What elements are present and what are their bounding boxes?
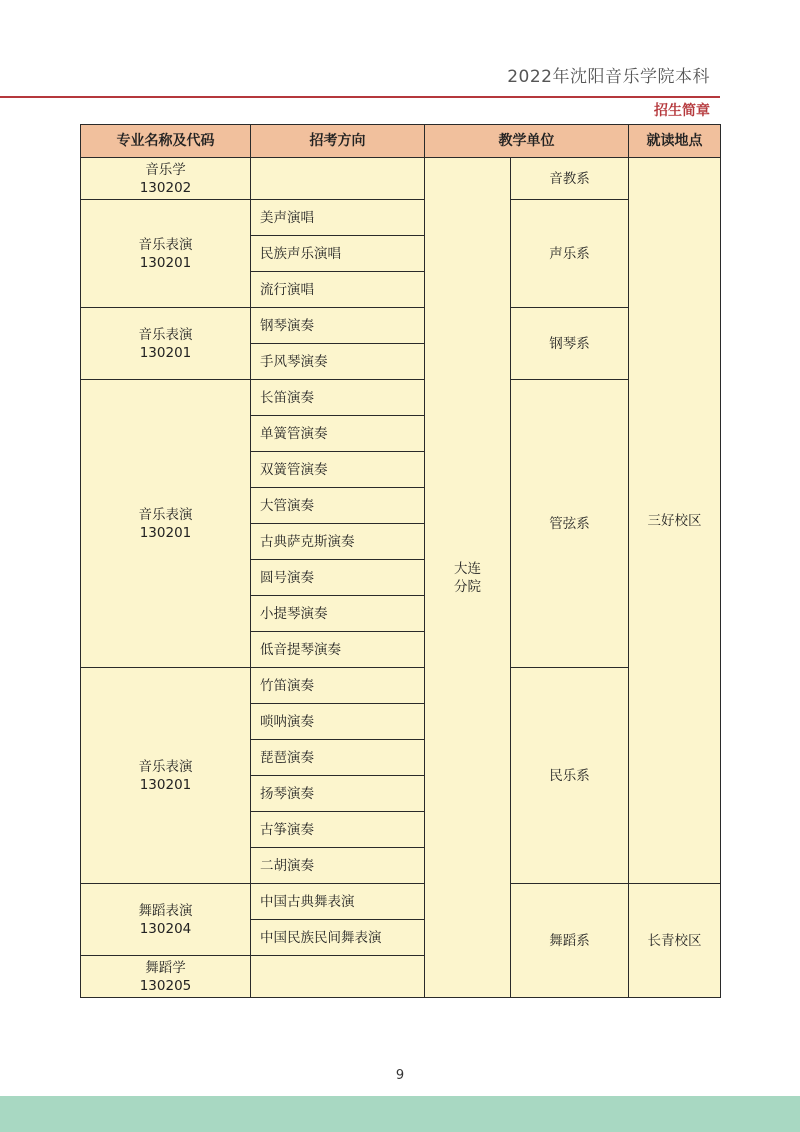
header-campus: 就读地点	[629, 125, 721, 158]
direction-cell-empty	[251, 158, 425, 200]
campus-cell: 三好校区	[629, 158, 721, 884]
major-cell	[81, 668, 251, 884]
major-cell	[81, 308, 251, 380]
major-code: 130202	[139, 179, 192, 196]
direction-cell-empty	[251, 956, 425, 998]
department-cell: 舞蹈系	[511, 884, 629, 998]
direction-cell: 双簧管演奏	[251, 452, 425, 488]
major-code: 130201	[139, 254, 192, 271]
major-code: 130201	[139, 776, 192, 793]
admission-table-wrapper	[80, 124, 721, 998]
major-code: 130204	[139, 920, 192, 937]
major-name: 舞蹈学	[145, 959, 186, 976]
department-cell: 声乐系	[511, 200, 629, 308]
direction-cell: 低音提琴演奏	[251, 632, 425, 668]
department-cell: 钢琴系	[511, 308, 629, 380]
page-number: 9	[395, 1068, 405, 1083]
header-unit: 教学单位	[425, 125, 629, 158]
header-major: 专业名称及代码	[81, 125, 251, 158]
department-cell: 管弦系	[511, 380, 629, 668]
direction-cell: 民族声乐演唱	[251, 236, 425, 272]
direction-cell: 长笛演奏	[251, 380, 425, 416]
direction-cell: 琵琶演奏	[251, 740, 425, 776]
table-row	[81, 308, 721, 344]
major-name: 音乐表演	[138, 326, 193, 343]
direction-cell: 小提琴演奏	[251, 596, 425, 632]
direction-cell: 二胡演奏	[251, 848, 425, 884]
direction-cell: 圆号演奏	[251, 560, 425, 596]
major-name: 音乐表演	[138, 758, 193, 775]
major-code: 130205	[139, 977, 192, 994]
major-cell	[81, 380, 251, 668]
campus-cell: 长青校区	[629, 884, 721, 998]
direction-cell: 古典萨克斯演奏	[251, 524, 425, 560]
table-row	[81, 380, 721, 416]
direction-cell: 手风琴演奏	[251, 344, 425, 380]
major-name: 音乐学	[145, 161, 186, 178]
major-name: 音乐表演	[138, 236, 193, 253]
major-name: 舞蹈表演	[138, 902, 193, 919]
header-direction: 招考方向	[251, 125, 425, 158]
major-cell	[81, 884, 251, 956]
direction-cell: 中国民族民间舞表演	[251, 920, 425, 956]
brochure-title: 2022年沈阳音乐学院本科	[507, 67, 710, 87]
direction-cell: 美声演唱	[251, 200, 425, 236]
department-cell: 音教系	[511, 158, 629, 200]
table-row	[81, 200, 721, 236]
unit-line-1: 大连	[454, 560, 481, 577]
department-cell: 民乐系	[511, 668, 629, 884]
direction-cell: 流行演唱	[251, 272, 425, 308]
direction-cell: 中国古典舞表演	[251, 884, 425, 920]
direction-cell: 扬琴演奏	[251, 776, 425, 812]
unit-line-2: 分院	[454, 578, 481, 595]
brochure-subtitle: 招生简章	[654, 103, 710, 119]
direction-cell: 钢琴演奏	[251, 308, 425, 344]
table-header-row	[81, 125, 721, 158]
major-name: 音乐表演	[138, 506, 193, 523]
direction-cell: 唢呐演奏	[251, 704, 425, 740]
major-code: 130201	[139, 344, 192, 361]
major-code: 130201	[139, 524, 192, 541]
table-row	[81, 668, 721, 704]
direction-cell: 大管演奏	[251, 488, 425, 524]
unit-cell	[425, 158, 511, 998]
table-row	[81, 884, 721, 920]
major-cell	[81, 956, 251, 998]
direction-cell: 竹笛演奏	[251, 668, 425, 704]
direction-cell: 单簧管演奏	[251, 416, 425, 452]
major-cell	[81, 158, 251, 200]
header-divider	[0, 96, 720, 98]
major-cell	[81, 200, 251, 308]
footer-band	[0, 1096, 800, 1132]
admission-table	[80, 124, 721, 998]
direction-cell: 古筝演奏	[251, 812, 425, 848]
table-row	[81, 158, 721, 200]
